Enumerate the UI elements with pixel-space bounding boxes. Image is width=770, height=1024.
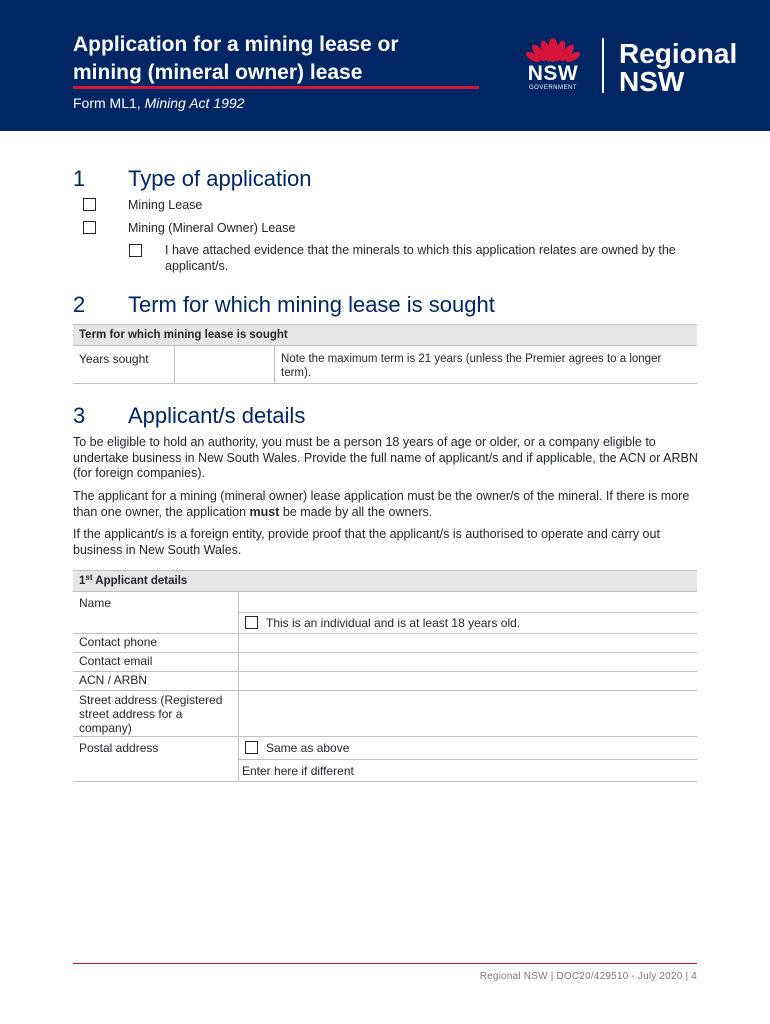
applicant-header-text: Applicant details [92,575,188,587]
owner-paragraph [73,489,698,520]
evidence-attached-checkbox[interactable] [129,244,142,257]
contact-email-label: Contact email [79,654,153,668]
logo-divider [602,38,604,93]
contact-phone-input[interactable] [239,634,697,652]
eligibility-paragraph: To be eligible to hold an authority, you must be a person 18 years of age or older, or a company eligible to undertake business in New South Wales. Provide the full name of applicant/s and if applicable, the ACN or ARBN (for foreign companies). [73,435,698,480]
years-sought-input[interactable] [175,346,274,383]
individual-18-label: This is an individual and is at least 18 years old. [266,616,521,630]
street-address-label: Street address (Registered street address for a company) [79,693,223,735]
individual-18-checkbox[interactable] [245,616,258,629]
nsw-government-label: GOVERNMENT [528,85,577,91]
name-label: Name [79,596,112,610]
page-header [0,0,770,131]
evidence-attached-label: I have attached evidence that the minerals to which this application relates are owned by the applicant/s. [165,243,676,273]
section-1-number: 1 [73,166,86,191]
must-emphasis: must [249,504,280,519]
table-bottom-line [73,781,697,782]
street-address-input[interactable] [239,691,697,736]
form-number: Form ML1, [73,95,145,111]
mining-lease-label: Mining Lease [128,198,203,212]
postal-row-split [238,759,697,760]
term-col-divider-2 [274,346,275,383]
years-sought-label: Years sought [79,352,149,366]
title-underline [73,86,479,89]
act-name: Mining Act 1992 [144,95,245,111]
section-2-title: Term for which mining lease is sought [128,292,495,317]
max-term-note: Note the maximum term is 21 years (unless the Premier agrees to a longer term). [281,353,662,379]
term-table [73,324,697,384]
acn-arbn-label: ACN / ARBN [79,673,148,687]
footer-rule [73,963,697,964]
footer-reference: Regional NSW | DOC20/429510 - July 2020 | 4 [479,971,697,982]
applicant-table-header [73,570,697,592]
contact-email-input[interactable] [239,653,697,671]
nsw-wordmark: NSW [527,62,579,85]
section-3-number: 3 [73,403,86,428]
section-3-title: Applicant/s details [128,403,306,428]
applicant-ordinal: 1 [79,575,86,587]
document-title: Application for a mining lease or mining (mineral owner) lease [73,33,399,84]
mineral-owner-lease-checkbox[interactable] [83,221,96,234]
term-table-header: Term for which mining lease is sought [73,324,697,346]
mineral-owner-lease-label: Mining (Mineral Owner) Lease [128,221,296,235]
postal-address-input[interactable]: Enter here if different [242,764,354,778]
owner-paragraph-end: be made by all the owners. [279,504,433,519]
applicant-details-table [73,570,697,782]
applicant-ordinal-suffix: st [85,573,93,582]
same-as-above-label: Same as above [266,741,350,755]
name-input[interactable] [239,592,697,612]
owner-paragraph-start: The applicant for a mining (mineral owner) lease application must be the owner/s of the mineral. If there is more than one owner, the application [73,489,690,519]
foreign-entity-paragraph: If the applicant/s is a foreign entity, provide proof that the applicant/s is authorised to operate and carry out business in New South Wales. [73,527,660,557]
acn-arbn-input[interactable] [239,672,697,690]
term-table-bottom [73,383,697,384]
regional-nsw-brand: Regional NSW [619,38,738,97]
mining-lease-checkbox[interactable] [83,198,96,211]
section-2-number: 2 [73,292,86,317]
section-1-title: Type of application [128,166,312,191]
postal-address-label: Postal address [79,741,159,755]
form-reference [73,94,244,112]
contact-phone-label: Contact phone [79,635,158,649]
same-as-above-checkbox[interactable] [245,741,258,754]
row-line-5 [73,736,697,737]
name-row-split [238,612,697,613]
